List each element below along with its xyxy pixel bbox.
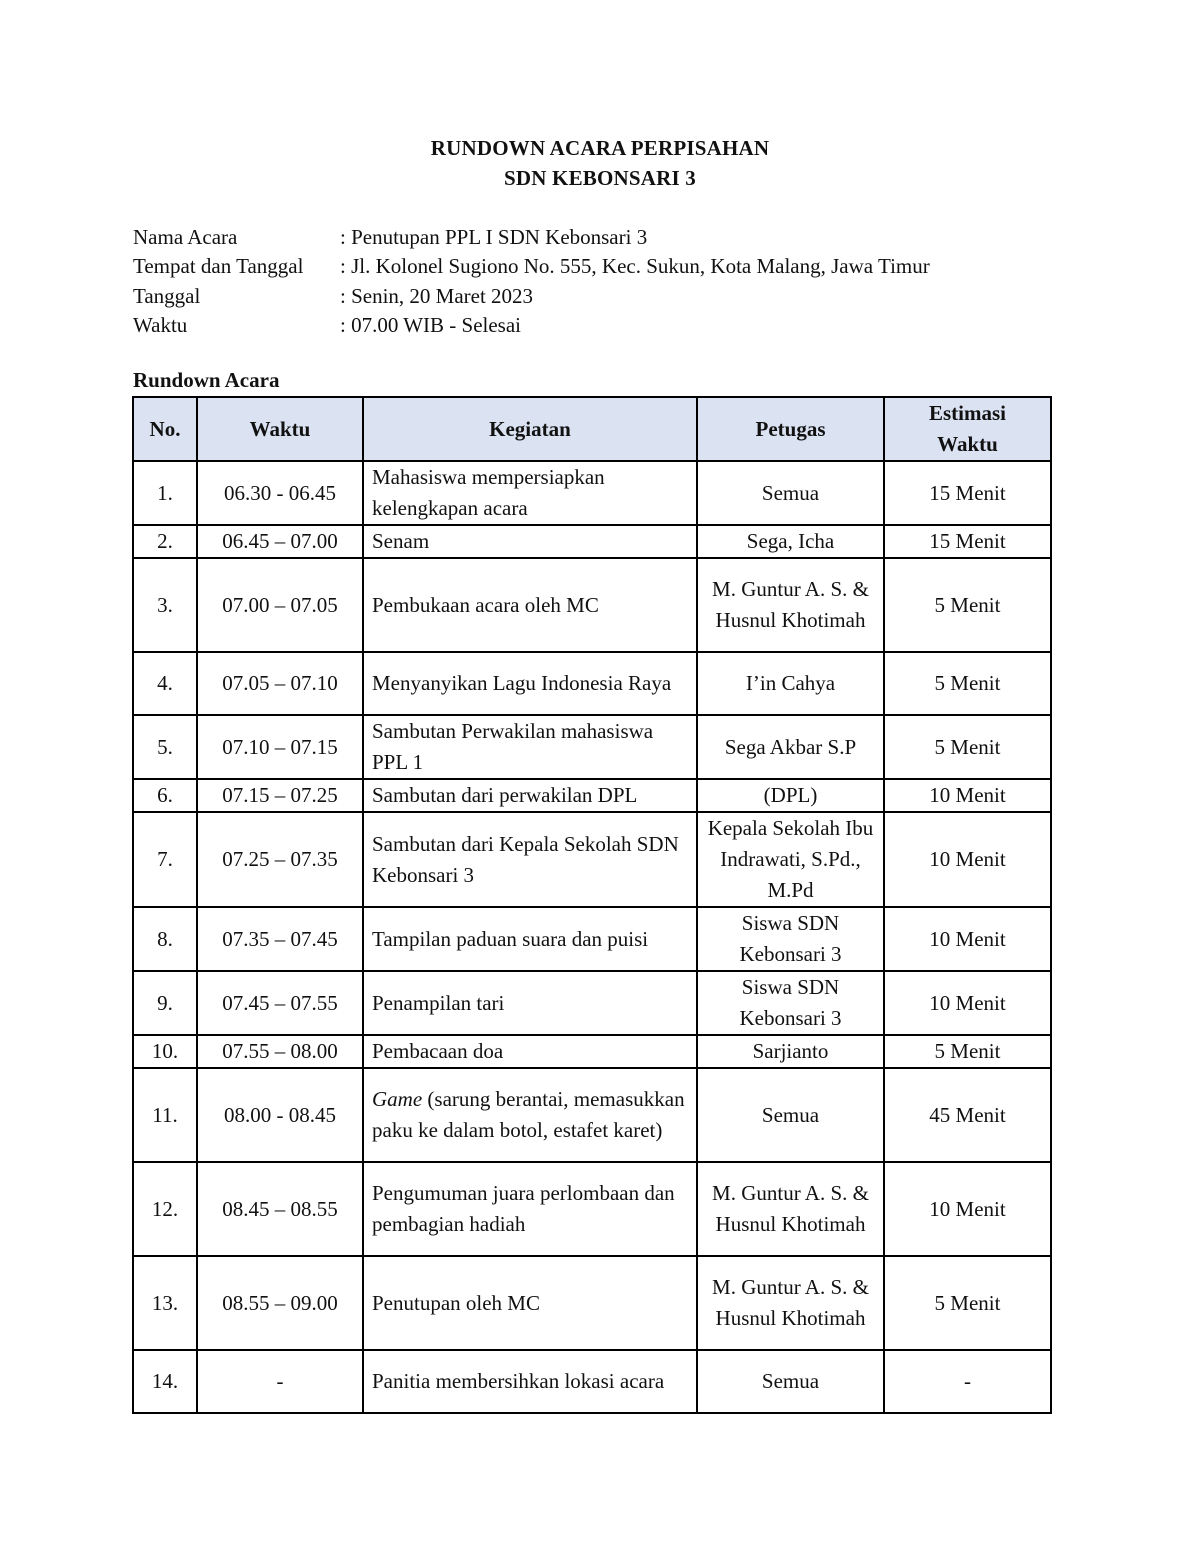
cell-no: 6.: [133, 779, 197, 812]
table-row: [133, 715, 1051, 779]
info-label: Waktu: [133, 312, 188, 337]
header-estimasi-line1: Estimasi: [928, 401, 1006, 425]
cell-petugas: M. Guntur A. S. & Husnul Khotimah: [697, 558, 884, 652]
document-title: RUNDOWN ACARA PERPISAHAN: [430, 136, 770, 160]
cell-kegiatan: Pembacaan doa: [363, 1035, 697, 1068]
info-row-tempat: [133, 252, 930, 281]
info-value: : Senin, 20 Maret 2023: [340, 283, 534, 308]
info-row-tanggal: [133, 282, 930, 311]
cell-waktu: 07.10 – 07.15: [197, 715, 363, 779]
cell-kegiatan: Sambutan dari Kepala Sekolah SDN Kebonsari 3: [363, 812, 697, 907]
cell-no: 11.: [133, 1068, 197, 1162]
cell-estimasi: 10 Menit: [884, 907, 1051, 971]
table-row: [133, 779, 1051, 812]
cell-petugas: M. Guntur A. S. & Husnul Khotimah: [697, 1162, 884, 1256]
cell-petugas: Semua: [697, 1068, 884, 1162]
cell-waktu: 06.30 - 06.45: [197, 461, 363, 525]
cell-estimasi: 45 Menit: [884, 1068, 1051, 1162]
cell-estimasi: 5 Menit: [884, 1256, 1051, 1350]
cell-waktu: 08.55 – 09.00: [197, 1256, 363, 1350]
cell-petugas: M. Guntur A. S. & Husnul Khotimah: [697, 1256, 884, 1350]
cell-no: 7.: [133, 812, 197, 907]
cell-no: 3.: [133, 558, 197, 652]
info-row-nama-acara: [133, 223, 930, 252]
cell-petugas: (DPL): [697, 779, 884, 812]
table-header-row: [133, 397, 1051, 461]
cell-kegiatan: Pembukaan acara oleh MC: [363, 558, 697, 652]
cell-kegiatan-italic: Game: [372, 1087, 423, 1111]
cell-kegiatan: Menyanyikan Lagu Indonesia Raya: [363, 652, 697, 715]
cell-no: 12.: [133, 1162, 197, 1256]
cell-waktu: 08.00 - 08.45: [197, 1068, 363, 1162]
header-no: No.: [133, 397, 197, 461]
header-petugas: Petugas: [697, 397, 884, 461]
cell-petugas: Semua: [697, 1350, 884, 1413]
document-subtitle: SDN KEBONSARI 3: [503, 166, 697, 190]
info-row-waktu: [133, 311, 930, 340]
cell-estimasi: 5 Menit: [884, 652, 1051, 715]
table-row: [133, 1256, 1051, 1350]
cell-waktu: 06.45 – 07.00: [197, 525, 363, 558]
header-estimasi-line2: Waktu: [937, 432, 998, 456]
cell-no: 4.: [133, 652, 197, 715]
cell-kegiatan: Penutupan oleh MC: [363, 1256, 697, 1350]
table-row: [133, 1035, 1051, 1068]
cell-no: 2.: [133, 525, 197, 558]
cell-no: 14.: [133, 1350, 197, 1413]
cell-estimasi: 10 Menit: [884, 971, 1051, 1035]
cell-petugas: I’in Cahya: [697, 652, 884, 715]
table-row: [133, 652, 1051, 715]
cell-estimasi: -: [884, 1350, 1051, 1413]
cell-petugas: Sarjianto: [697, 1035, 884, 1068]
cell-estimasi: 10 Menit: [884, 812, 1051, 907]
cell-estimasi: 10 Menit: [884, 779, 1051, 812]
info-label: Tempat dan Tanggal: [133, 254, 304, 279]
cell-kegiatan: Penampilan tari: [363, 971, 697, 1035]
cell-kegiatan: [363, 1068, 697, 1162]
cell-waktu: 07.00 – 07.05: [197, 558, 363, 652]
cell-no: 5.: [133, 715, 197, 779]
cell-waktu: 07.15 – 07.25: [197, 779, 363, 812]
cell-kegiatan-rest: (sarung berantai, memasukkan paku ke dalam botol, estafet karet): [372, 1087, 685, 1142]
cell-petugas: Siswa SDN Kebonsari 3: [697, 907, 884, 971]
rundown-table: [132, 396, 1052, 1414]
cell-kegiatan: Mahasiswa mempersiapkan kelengkapan acara: [363, 461, 697, 525]
info-value: : Jl. Kolonel Sugiono No. 555, Kec. Sukun, Kota Malang, Jawa Timur: [340, 254, 930, 279]
table-row: [133, 1162, 1051, 1256]
table-row: [133, 907, 1051, 971]
cell-estimasi: 15 Menit: [884, 525, 1051, 558]
table-row: [133, 1068, 1051, 1162]
cell-waktu: 08.45 – 08.55: [197, 1162, 363, 1256]
header-estimasi: [884, 397, 1051, 461]
table-row: [133, 558, 1051, 652]
cell-estimasi: 5 Menit: [884, 558, 1051, 652]
section-title: Rundown Acara: [133, 368, 280, 392]
cell-waktu: 07.05 – 07.10: [197, 652, 363, 715]
cell-kegiatan: Pengumuman juara perlombaan dan pembagian hadiah: [363, 1162, 697, 1256]
cell-waktu: 07.35 – 07.45: [197, 907, 363, 971]
info-label: Tanggal: [133, 283, 201, 308]
table-row: [133, 1350, 1051, 1413]
cell-petugas: Siswa SDN Kebonsari 3: [697, 971, 884, 1035]
cell-petugas: Semua: [697, 461, 884, 525]
cell-kegiatan: Panitia membersihkan lokasi acara: [363, 1350, 697, 1413]
info-value: : 07.00 WIB - Selesai: [340, 312, 522, 337]
table-row: [133, 971, 1051, 1035]
cell-kegiatan: Senam: [363, 525, 697, 558]
cell-no: 13.: [133, 1256, 197, 1350]
table-row: [133, 525, 1051, 558]
info-value: : Penutupan PPL I SDN Kebonsari 3: [340, 225, 648, 249]
cell-estimasi: 10 Menit: [884, 1162, 1051, 1256]
cell-waktu: 07.25 – 07.35: [197, 812, 363, 907]
cell-kegiatan: Tampilan paduan suara dan puisi: [363, 907, 697, 971]
cell-estimasi: 5 Menit: [884, 715, 1051, 779]
cell-no: 9.: [133, 971, 197, 1035]
event-info: [133, 223, 930, 340]
header-waktu: Waktu: [197, 397, 363, 461]
cell-no: 1.: [133, 461, 197, 525]
info-label: Nama Acara: [133, 225, 238, 249]
header-kegiatan: Kegiatan: [363, 397, 697, 461]
cell-no: 8.: [133, 907, 197, 971]
cell-waktu: 07.55 – 08.00: [197, 1035, 363, 1068]
cell-petugas: Kepala Sekolah Ibu Indrawati, S.Pd., M.Pd: [697, 812, 884, 907]
cell-petugas: Sega, Icha: [697, 525, 884, 558]
table-row: [133, 812, 1051, 907]
cell-estimasi: 5 Menit: [884, 1035, 1051, 1068]
cell-kegiatan: Sambutan dari perwakilan DPL: [363, 779, 697, 812]
cell-no: 10.: [133, 1035, 197, 1068]
cell-estimasi: 15 Menit: [884, 461, 1051, 525]
cell-waktu: -: [197, 1350, 363, 1413]
cell-petugas: Sega Akbar S.P: [697, 715, 884, 779]
cell-waktu: 07.45 – 07.55: [197, 971, 363, 1035]
table-row: [133, 461, 1051, 525]
cell-kegiatan: Sambutan Perwakilan mahasiswa PPL 1: [363, 715, 697, 779]
